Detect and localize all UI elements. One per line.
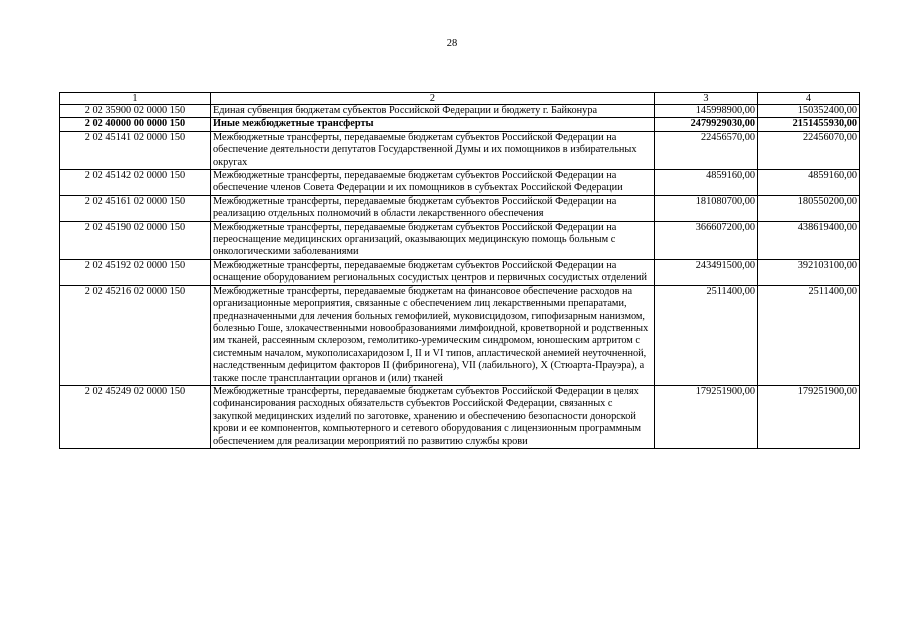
column-header-2: 2: [211, 93, 655, 105]
amount-col4: 2151455930,00: [758, 118, 860, 131]
amount-col4: 392103100,00: [758, 259, 860, 285]
amount-col3: 179251900,00: [655, 385, 758, 448]
table-row: [60, 170, 860, 196]
budget-code: 2 02 45141 02 0000 150: [60, 131, 211, 169]
amount-col3: 2479929030,00: [655, 118, 758, 131]
budget-code: 2 02 35900 02 0000 150: [60, 105, 211, 118]
table-row: [60, 195, 860, 221]
item-name: Единая субвенция бюджетам субъектов Российской Федерации и бюджету г. Байконура: [211, 105, 655, 118]
amount-col3: 4859160,00: [655, 170, 758, 196]
table-row: [60, 105, 860, 118]
item-name: Межбюджетные трансферты, передаваемые бюджетам субъектов Российской Федерации на обеспечение деятельности депутатов Государственной Думы и их помощников в избирательных округах: [211, 131, 655, 169]
item-name: Межбюджетные трансферты, передаваемые бюджетам на финансовое обеспечение расходов на организационные мероприятия, связанные с обеспечением лиц лекарственными препаратами, предназначенными для лечения больных гемофилией, муковисцидозом, гипофизарным нанизмом, болезнью Гоше, злокачественными новообразованиями лимфоидной, кроветворной и родственных им тканей, рассеянным склерозом, гемолитико-уремическим синдромом, юношеским артритом с системным началом, мукополисахаридозом I, II и VI типов, апластической анемией неуточненной, наследственным дефицитом факторов II (фибриногена), VII (лабильного), X (Стюарта-Прауэра), а также после трансплантации органов и (или) тканей: [211, 285, 655, 385]
item-name: Межбюджетные трансферты, передаваемые бюджетам субъектов Российской Федерации на реализацию отдельных полномочий в области лекарственного обеспечения: [211, 195, 655, 221]
amount-col4: 150352400,00: [758, 105, 860, 118]
column-header-1: 1: [60, 93, 211, 105]
amount-col3: 22456570,00: [655, 131, 758, 169]
budget-code: 2 02 45249 02 0000 150: [60, 385, 211, 448]
budget-code: 2 02 45192 02 0000 150: [60, 259, 211, 285]
table-header-row: [60, 93, 860, 105]
amount-col4: 2511400,00: [758, 285, 860, 385]
amount-col4: 179251900,00: [758, 385, 860, 448]
table-row: [60, 385, 860, 448]
budget-table: [59, 92, 860, 449]
table-row: [60, 118, 860, 131]
item-name: Межбюджетные трансферты, передаваемые бюджетам субъектов Российской Федерации на переоснащение медицинских организаций, оказывающих медицинскую помощь больным с онкологическими заболеваниями: [211, 221, 655, 259]
amount-col3: 145998900,00: [655, 105, 758, 118]
budget-code: 2 02 45142 02 0000 150: [60, 170, 211, 196]
table-row: [60, 285, 860, 385]
budget-code: 2 02 40000 00 0000 150: [60, 118, 211, 131]
item-name: Межбюджетные трансферты, передаваемые бюджетам субъектов Российской Федерации на оснащение оборудованием региональных сосудистых центров и первичных сосудистых отделений: [211, 259, 655, 285]
amount-col4: 180550200,00: [758, 195, 860, 221]
column-header-4: 4: [758, 93, 860, 105]
amount-col4: 22456070,00: [758, 131, 860, 169]
amount-col3: 181080700,00: [655, 195, 758, 221]
budget-code: 2 02 45190 02 0000 150: [60, 221, 211, 259]
table-row: [60, 259, 860, 285]
amount-col3: 243491500,00: [655, 259, 758, 285]
column-header-3: 3: [655, 93, 758, 105]
table-row: [60, 131, 860, 169]
item-name: Межбюджетные трансферты, передаваемые бюджетам субъектов Российской Федерации на обеспечение членов Совета Федерации и их помощников в субъектах Российской Федерации: [211, 170, 655, 196]
table-row: [60, 221, 860, 259]
budget-code: 2 02 45216 02 0000 150: [60, 285, 211, 385]
budget-code: 2 02 45161 02 0000 150: [60, 195, 211, 221]
item-name: Иные межбюджетные трансферты: [211, 118, 655, 131]
amount-col3: 366607200,00: [655, 221, 758, 259]
amount-col4: 4859160,00: [758, 170, 860, 196]
amount-col4: 438619400,00: [758, 221, 860, 259]
amount-col3: 2511400,00: [655, 285, 758, 385]
page-number: 28: [446, 38, 458, 49]
item-name: Межбюджетные трансферты, передаваемые бюджетам субъектов Российской Федерации в целях софинансирования расходных обязательств субъектов Российской Федерации, связанных с закупкой медицинских изделий по заготовке, хранению и обеспечению безопасности донорской крови и ее компонентов, компьютерного и сетевого оборудования с лицензионным программным обеспечением для реализации мероприятий по развитию службы крови: [211, 385, 655, 448]
